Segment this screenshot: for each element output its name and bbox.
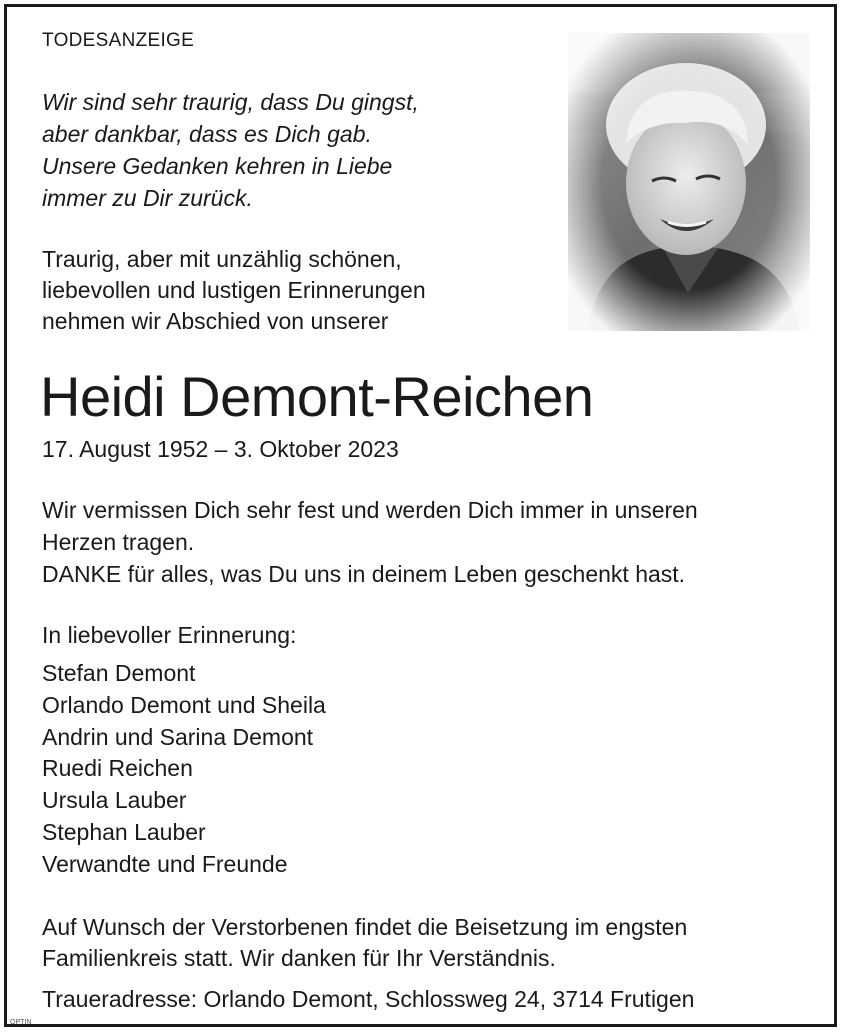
verse-line: immer zu Dir zurück. xyxy=(42,185,253,211)
verse xyxy=(42,86,419,214)
mourner: Andrin und Sarina Demont xyxy=(42,723,314,750)
mourner: Ruedi Reichen xyxy=(42,755,193,782)
intro-line: liebevollen und lustigen Erinnerungen xyxy=(42,277,426,303)
message-text xyxy=(42,494,698,590)
verse-line: Unsere Gedanken kehren in Liebe xyxy=(42,153,393,179)
verse-line: Wir sind sehr traurig, dass Du gingst, xyxy=(42,89,419,115)
credit-mark: OPTIN xyxy=(10,1019,32,1026)
verse-line: aber dankbar, dass es Dich gab. xyxy=(42,121,372,147)
intro-line: Traurig, aber mit unzählig schönen, xyxy=(42,246,402,272)
burial-note xyxy=(42,912,687,974)
intro-text xyxy=(42,244,426,337)
message-line: Herzen tragen. xyxy=(42,529,195,555)
mourner: Stephan Lauber xyxy=(42,818,206,845)
message-line: DANKE für alles, was Du uns in deinem Leben geschenkt hast. xyxy=(42,561,686,587)
mourning-address: Traueradresse: Orlando Demont, Schlossweg 24, 3714 Frutigen xyxy=(42,986,695,1012)
mourner: Verwandte und Freunde xyxy=(42,850,288,877)
burial-line: Auf Wunsch der Verstorbenen findet die Beisetzung im engsten xyxy=(42,914,688,940)
notice-label: TODESANZEIGE xyxy=(42,30,195,51)
mourner: Ursula Lauber xyxy=(42,787,187,814)
mourner: Orlando Demont und Sheila xyxy=(42,691,326,718)
burial-line: Familienkreis statt. Wir danken für Ihr Verständnis. xyxy=(42,945,556,971)
memory-heading: In liebevoller Erinnerung: xyxy=(42,622,297,648)
portrait-photo xyxy=(568,33,810,331)
mourner: Stefan Demont xyxy=(42,660,196,686)
message-line: Wir vermissen Dich sehr fest und werden Dich immer in unseren xyxy=(42,497,698,523)
deceased-name: Heidi Demont-Reichen xyxy=(40,365,594,428)
mourners-list xyxy=(42,658,326,881)
life-dates: 17. August 1952 – 3. Oktober 2023 xyxy=(42,436,399,462)
intro-line: nehmen wir Abschied von unserer xyxy=(42,308,389,334)
